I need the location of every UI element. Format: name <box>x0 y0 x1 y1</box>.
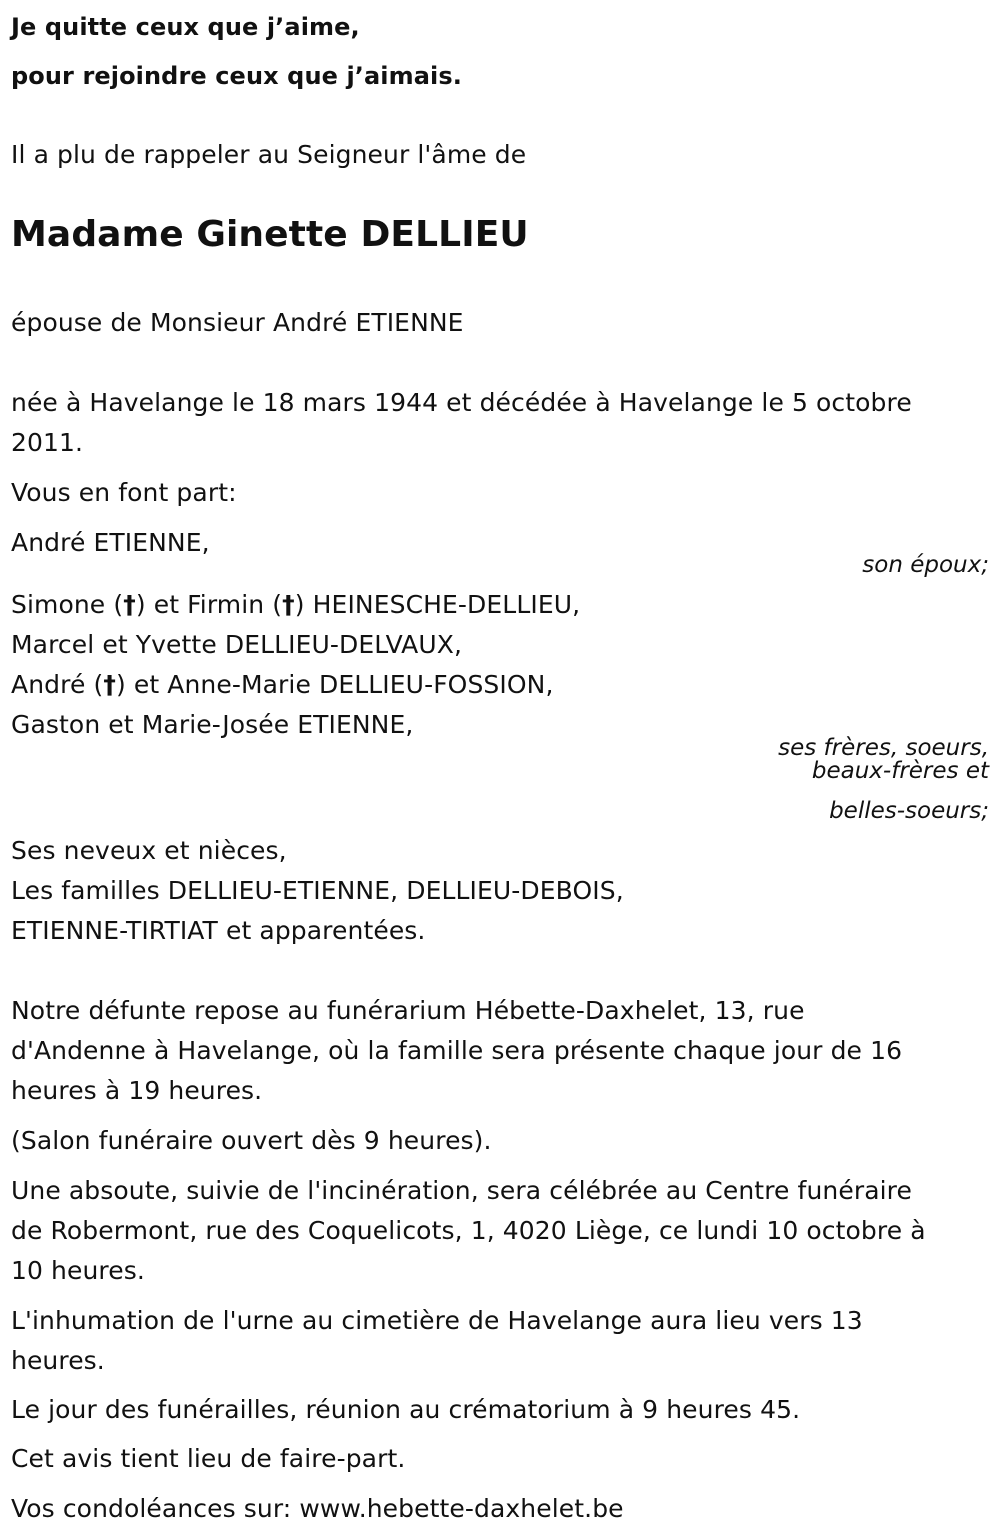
cross-icon: † <box>103 670 116 699</box>
announce-text: Vous en font part: <box>11 478 237 507</box>
cross-icon: † <box>123 590 136 619</box>
inhumation-line-1: L'inhumation de l'urne au cimetière de Havelange aura lieu vers 13 <box>11 1306 863 1335</box>
salon-line: (Salon funéraire ouvert dès 9 heures). <box>11 1126 492 1155</box>
birth-death-line-2: 2011. <box>11 428 84 457</box>
families-line-2: ETIENNE-TIRTIAT et apparentées. <box>11 916 426 945</box>
sibling-1-part-b: ) et Firmin ( <box>135 590 283 619</box>
repose-line-1: Notre défunte repose au funérarium Hébette-Daxhelet, 13, rue <box>11 996 805 1025</box>
repose-line-3: heures à 19 heures. <box>11 1076 263 1105</box>
meeting-line: Le jour des funérailles, réunion au crématorium à 9 heures 45. <box>11 1395 801 1424</box>
sibling-1-part-c: ) HEINESCHE-DELLIEU, <box>294 590 581 619</box>
siblings-role-line-2: beaux-frères et <box>811 758 989 784</box>
inhumation-line-2: heures. <box>11 1346 105 1375</box>
spouse-role: son époux; <box>862 552 989 578</box>
families-line-1: Les familles DELLIEU-ETIENNE, DELLIEU-DEBOIS, <box>11 876 624 905</box>
notice-line: Cet avis tient lieu de faire-part. <box>11 1444 406 1473</box>
siblings-role-line-3: belles-soeurs; <box>829 798 989 824</box>
epigraph-line-1: Je quitte ceux que j’aime, <box>11 13 360 41</box>
repose-line-2: d'Andenne à Havelange, où la famille sera présente chaque jour de 16 <box>11 1036 903 1065</box>
absoute-line-2: de Robermont, rue des Coquelicots, 1, 4020 Liège, ce lundi 10 octobre à <box>11 1216 926 1245</box>
family-sibling-3 <box>11 670 554 700</box>
nephews-line: Ses neveux et nièces, <box>11 836 287 865</box>
intro-text: Il a plu de rappeler au Seigneur l'âme de <box>11 140 527 169</box>
sibling-3-part-a: André ( <box>11 670 104 699</box>
family-sibling-2: Marcel et Yvette DELLIEU-DELVAUX, <box>11 630 463 659</box>
absoute-line-3: 10 heures. <box>11 1256 145 1285</box>
epigraph-line-2: pour rejoindre ceux que j’aimais. <box>11 62 462 90</box>
sibling-3-part-b: ) et Anne-Marie DELLIEU-FOSSION, <box>115 670 554 699</box>
absoute-line-1: Une absoute, suivie de l'incinération, sera célébrée au Centre funéraire <box>11 1176 912 1205</box>
family-spouse: André ETIENNE, <box>11 528 210 557</box>
condolences-line: Vos condoléances sur: www.hebette-daxhelet.be <box>11 1494 624 1523</box>
family-sibling-1 <box>11 590 580 620</box>
sibling-1-part-a: Simone ( <box>11 590 124 619</box>
birth-death-line-1: née à Havelange le 18 mars 1944 et décédée à Havelange le 5 octobre <box>11 388 912 417</box>
deceased-name: Madame Ginette DELLIEU <box>11 214 529 255</box>
cross-icon: † <box>282 590 295 619</box>
spouse-line: épouse de Monsieur André ETIENNE <box>11 308 464 337</box>
family-sibling-4: Gaston et Marie-Josée ETIENNE, <box>11 710 414 739</box>
siblings-role-line-1: ses frères, soeurs, <box>778 735 989 761</box>
